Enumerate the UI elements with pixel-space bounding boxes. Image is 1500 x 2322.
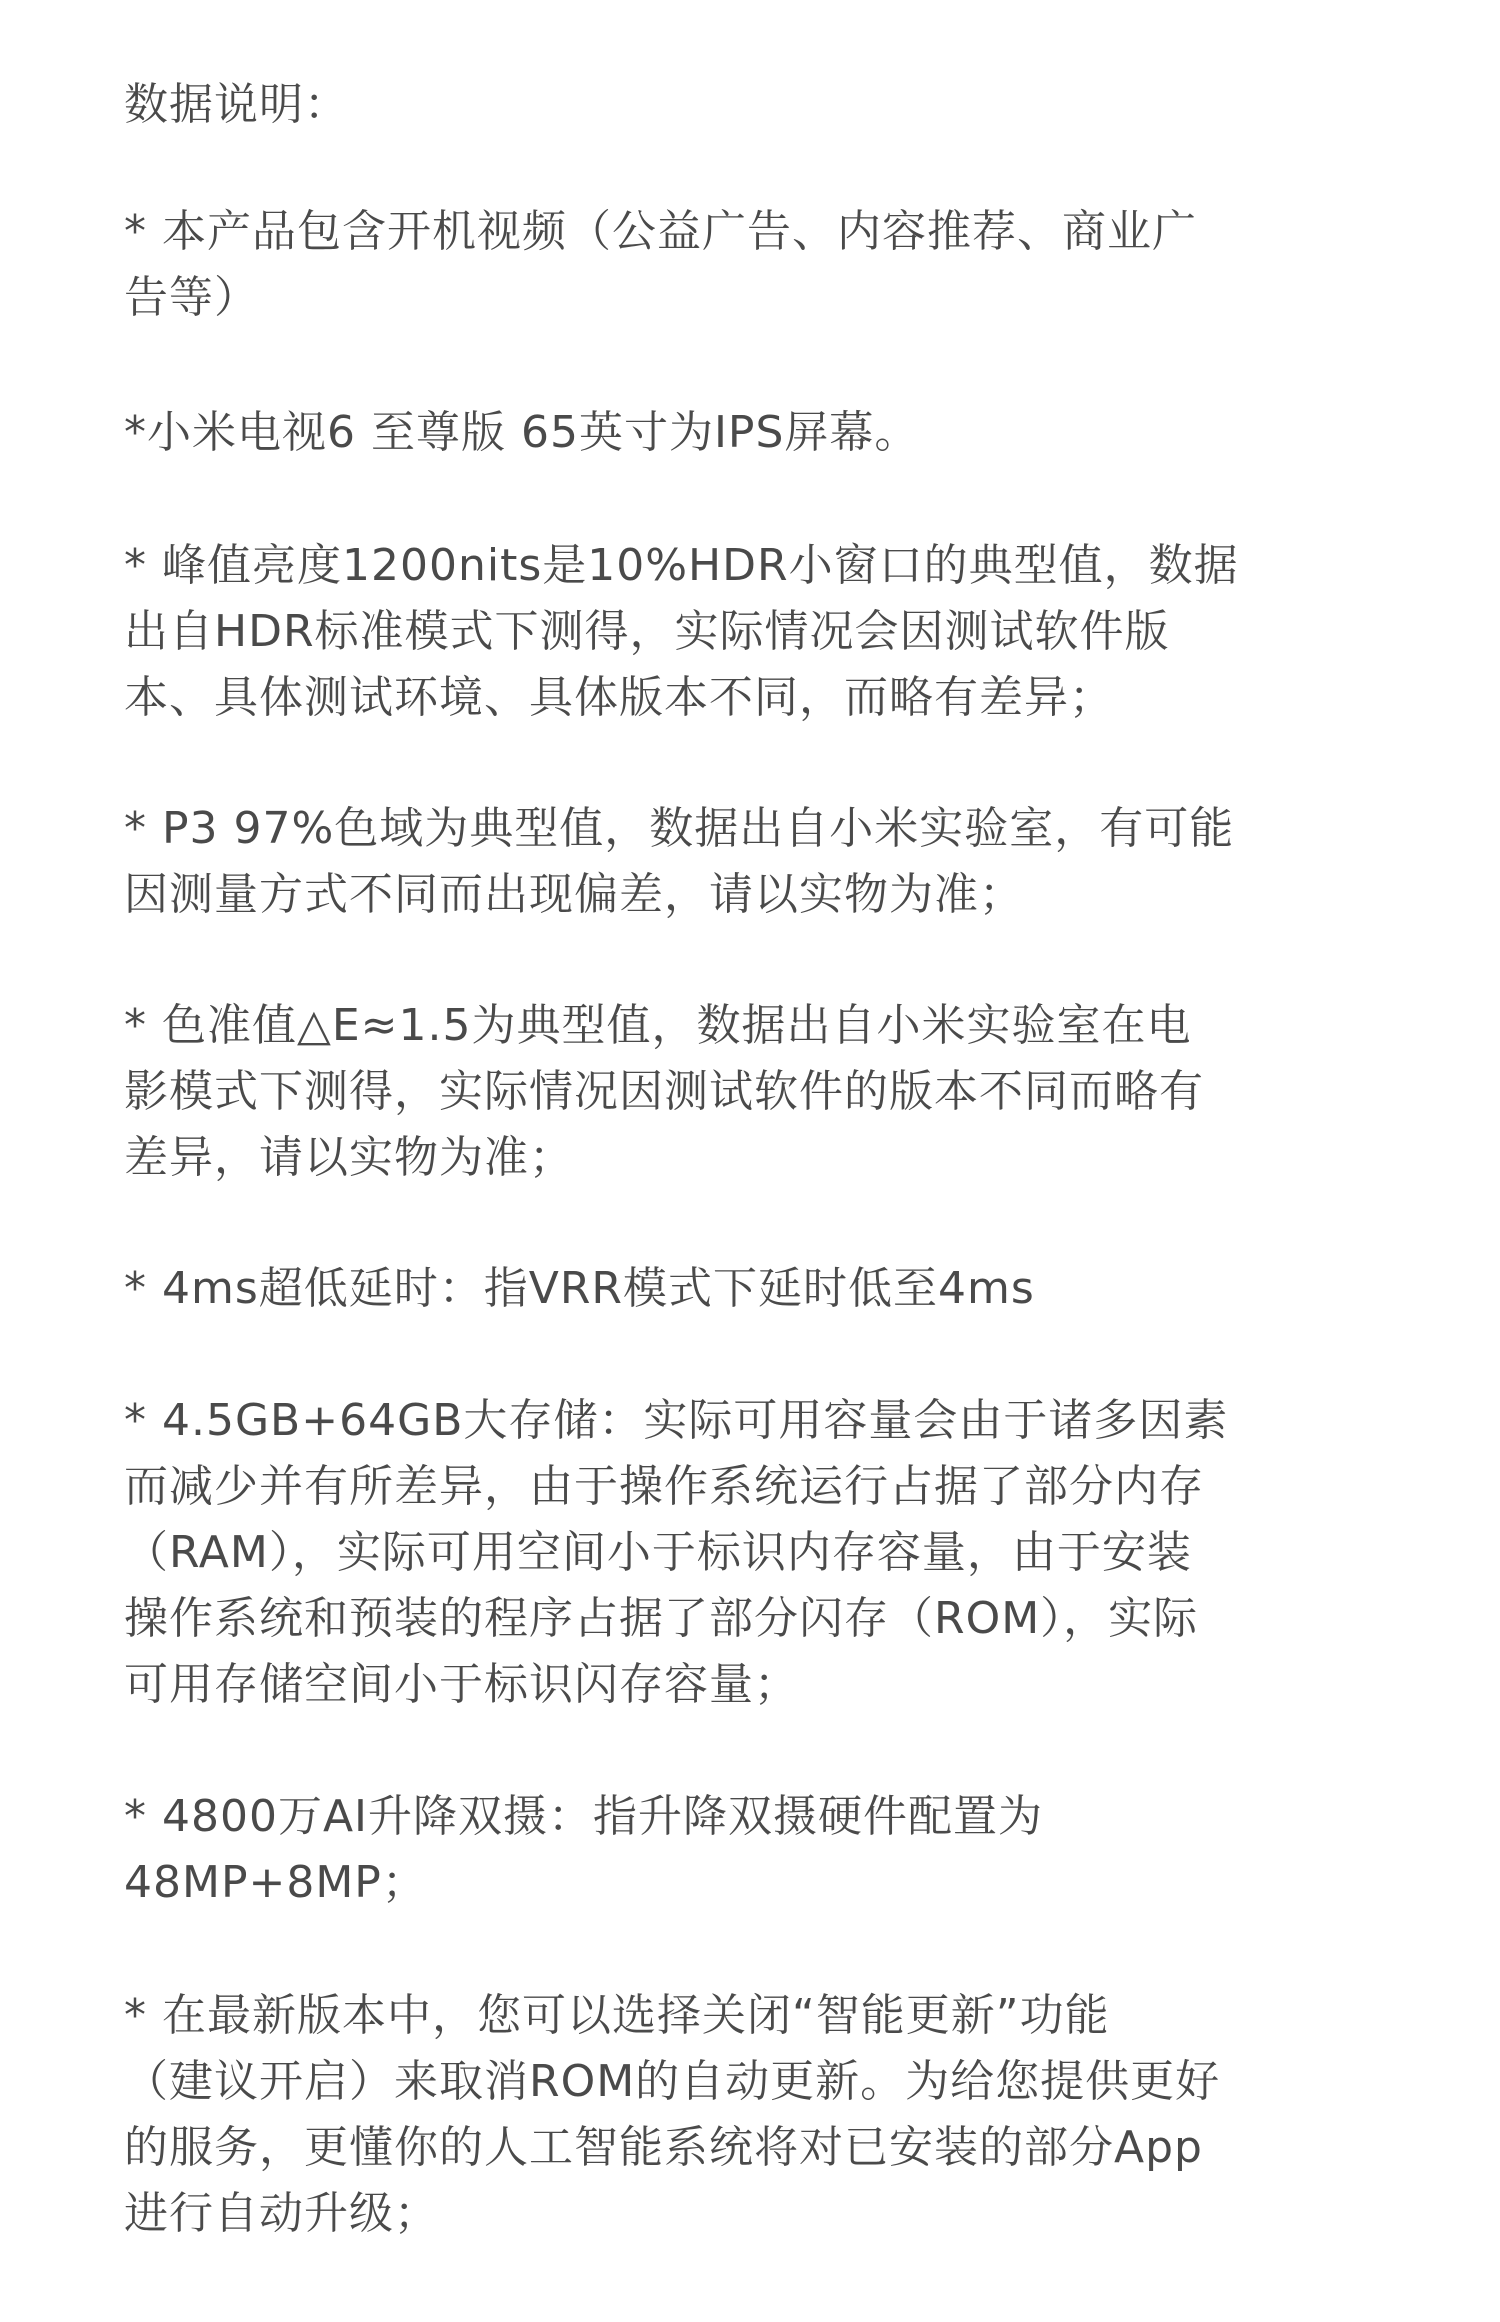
note-line: * 色准值△E≈1.5为典型值，数据出自小米实验室在电 <box>124 1000 1192 1051</box>
note-line: * 本产品包含开机视频（公益广告、内容推荐、商业广 <box>124 206 1197 257</box>
note-smart-update <box>124 1983 1220 2247</box>
note-line: * 在最新版本中，您可以选择关闭“智能更新”功能 <box>124 1990 1110 2041</box>
note-line: 操作系统和预装的程序占据了部分闪存（ROM），实际 <box>124 1593 1199 1644</box>
note-color-accuracy <box>124 993 1204 1191</box>
note-line: *小米电视6 至尊版 65英寸为IPS屏幕。 <box>124 407 920 458</box>
note-line: * 4800万AI升降双摄：指升降双摄硬件配置为 <box>124 1791 1044 1842</box>
note-color-gamut <box>124 796 1234 928</box>
note-boot-video <box>124 199 1197 331</box>
note-line: （建议开启）来取消ROM的自动更新。为给您提供更好 <box>124 2056 1221 2107</box>
note-peak-brightness <box>124 533 1239 731</box>
note-line: 可用存储空间小于标识闪存容量； <box>124 1659 799 1710</box>
note-line: * P3 97%色域为典型值，数据出自小米实验室，有可能 <box>124 803 1235 854</box>
page-title: 数据说明： <box>124 79 349 130</box>
note-ips-screen <box>124 400 919 466</box>
note-low-latency <box>124 1256 1035 1322</box>
note-line: * 4ms超低延时：指VRR模式下延时低至4ms <box>124 1263 1035 1314</box>
note-line: 本、具体测试环境、具体版本不同，而略有差异； <box>124 672 1114 723</box>
note-line: * 4.5GB+64GB大存储：实际可用容量会由于诸多因素 <box>124 1395 1229 1446</box>
note-line: 的服务，更懂你的人工智能系统将对已安装的部分App <box>124 2122 1203 2173</box>
note-storage <box>124 1388 1228 1718</box>
note-line: 影模式下测得，实际情况因测试软件的版本不同而略有 <box>124 1066 1204 1117</box>
note-line: 出自HDR标准模式下测得，实际情况会因测试软件版 <box>124 606 1170 657</box>
note-line: 而减少并有所差异，由于操作系统运行占据了部分内存 <box>124 1461 1204 1512</box>
note-line: 因测量方式不同而出现偏差，请以实物为准； <box>124 869 1024 920</box>
note-line: （RAM），实际可用空间小于标识内存容量，由于安装 <box>124 1527 1192 1578</box>
note-line: 告等） <box>124 272 259 323</box>
note-camera <box>124 1784 1043 1916</box>
note-line: 进行自动升级； <box>124 2188 439 2239</box>
note-line: 48MP+8MP； <box>124 1857 427 1908</box>
note-line: * 峰值亮度1200nits是10%HDR小窗口的典型值，数据 <box>124 540 1239 591</box>
note-line: 差异，请以实物为准； <box>124 1132 574 1183</box>
